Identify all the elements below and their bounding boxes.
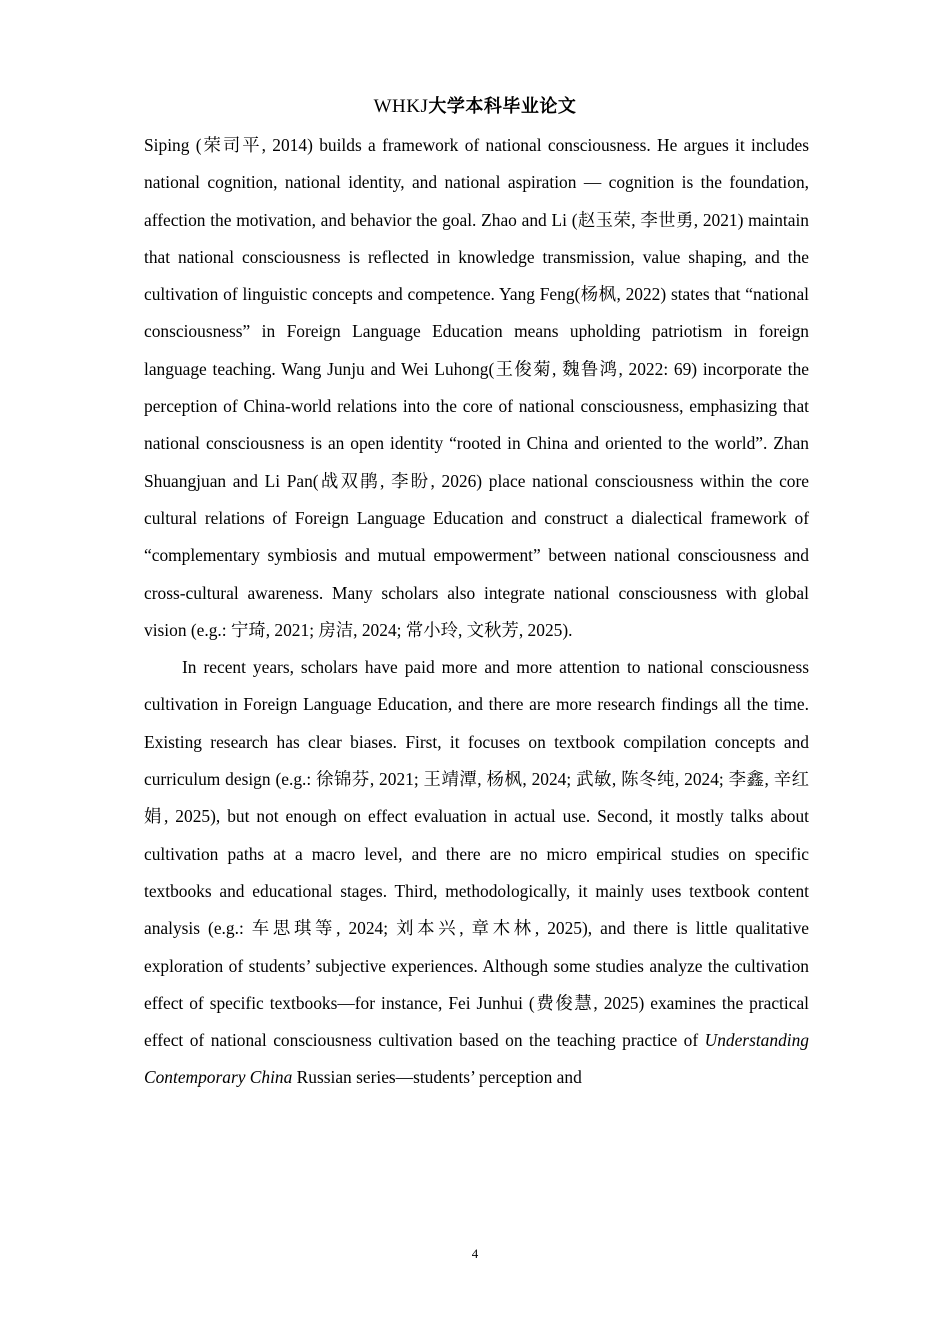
paragraph-2-text: In recent years, scholars have paid more and more attention to national consciousness cultivation in Foreign Language Education, and there are more research findings all the time. Existing research has clear biases. First, it focuses on textbook compilation concepts and curriculum design (e.g.: 徐锦芬, 2021; 王靖潭, 杨枫, 2024; 武敏, 陈冬纯, 2024; 李鑫, 辛红娟, 2025), but not enough on effect evaluation in actual use. Second, it mostly talks about cultivation paths at a macro level, and there are no micro empirical studies on specific textbooks and educational stages. Third, methodologically, it mainly uses textbook content analysis (e.g.: 车思琪等, 2024; 刘本兴, 章木林, 2025), and there is little qualitative exploration of students’ subjective experiences. Although some studies analyze the cultivation effect of specific textbooks—for instance, Fei Junhui (费俊慧, 2025) examines the practical effect of national consciousness cultivation based on the teaching practice of (144, 657, 809, 1051)
body-text (144, 127, 809, 1097)
page-number: 4 (471, 1246, 479, 1261)
header-latin: WHKJ (373, 96, 429, 117)
paragraph-2 (144, 649, 809, 1097)
header-chinese: 大学本科毕业论文 (428, 96, 577, 117)
paragraph-1: Siping (荣司平, 2014) builds a framework of national consciousness. He argues it includes national cognition, national identity, and national aspiration — cognition is the foundation, affection the motivation, and behavior the goal. Zhao and Li (赵玉荣, 李世勇, 2021) maintain that national consciousness is reflected in knowledge transmission, value shaping, and the cultivation of linguistic concepts and competence. Yang Feng(杨枫, 2022) states that “national consciousness” in Foreign Language Education means upholding patriotism in foreign language teaching. Wang Junju and Wei Luhong(王俊菊, 魏鲁鸿, 2022: 69) incorporate the perception of China-world relations into the core of national consciousness, emphasizing that national consciousness is an open identity “rooted in China and oriented to the world”. Zhan Shuangjuan and Li Pan(战双鹃, 李盼, 2026) place national consciousness within the core cultural relations of Foreign Language Education and construct a dialectical framework of “complementary symbiosis and mutual empowerment” between national consciousness and cross-cultural awareness. Many scholars also integrate national consciousness with global vision (e.g.: 宁琦, 2021; 房洁, 2024; 常小玲, 文秋芳, 2025). (144, 135, 809, 640)
paragraph-2-tail: Russian series—students’ perception and (292, 1067, 582, 1088)
running-header (0, 92, 950, 118)
book-title: Understanding Contemporary China (144, 1030, 809, 1088)
